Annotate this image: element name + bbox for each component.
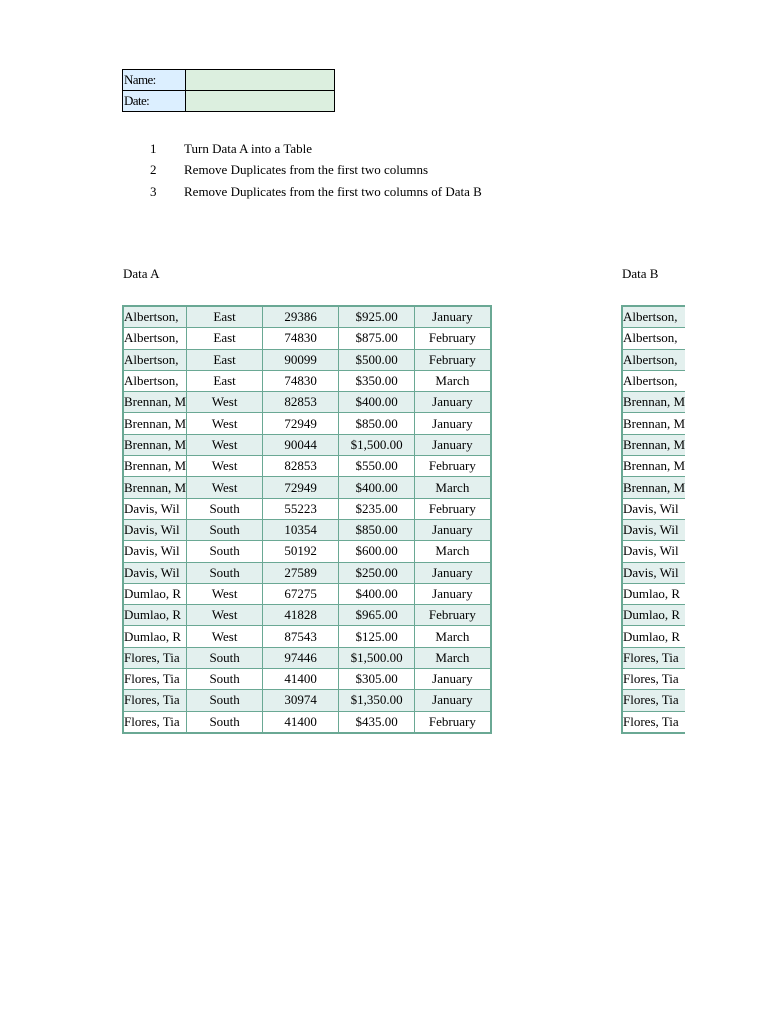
region-cell[interactable]: South	[187, 519, 263, 540]
month-cell[interactable]: January	[415, 583, 491, 604]
table-row	[123, 328, 491, 349]
id-cell[interactable]: 27589	[263, 562, 339, 583]
amount-cell[interactable]: $235.00	[339, 498, 415, 519]
name-cell[interactable]: Flores, Tia	[622, 711, 685, 733]
region-cell[interactable]: South	[187, 711, 263, 733]
region-cell[interactable]: East	[187, 328, 263, 349]
table-row	[622, 392, 685, 413]
amount-cell[interactable]: $925.00	[339, 306, 415, 328]
month-cell[interactable]: January	[415, 306, 491, 328]
month-cell[interactable]: January	[415, 434, 491, 455]
date-row	[123, 91, 335, 112]
instruction-item	[150, 138, 482, 160]
name-cell[interactable]: Dumlao, R	[123, 605, 187, 626]
region-cell[interactable]: East	[187, 349, 263, 370]
instruction-number: 2	[150, 162, 157, 178]
amount-cell[interactable]: $125.00	[339, 626, 415, 647]
name-cell[interactable]: Brennan, M	[622, 392, 685, 413]
table-row	[622, 456, 685, 477]
name-cell[interactable]: Brennan, M	[622, 413, 685, 434]
region-cell[interactable]: South	[187, 562, 263, 583]
data-b-caption: Data B	[622, 266, 659, 281]
name-cell[interactable]: Davis, Wil	[123, 562, 187, 583]
name-cell[interactable]: Brennan, M	[123, 434, 187, 455]
month-cell[interactable]: February	[415, 456, 491, 477]
month-cell[interactable]: March	[415, 647, 491, 668]
month-cell[interactable]: March	[415, 626, 491, 647]
name-cell[interactable]: Albertson,	[622, 370, 685, 391]
amount-cell[interactable]: $400.00	[339, 477, 415, 498]
region-cell[interactable]: East	[187, 306, 263, 328]
name-cell[interactable]: Davis, Wil	[622, 562, 685, 583]
region-cell[interactable]: West	[187, 456, 263, 477]
table-row	[123, 370, 491, 391]
date-field[interactable]	[186, 91, 335, 112]
data-b-table	[621, 305, 685, 734]
amount-cell[interactable]: $250.00	[339, 562, 415, 583]
name-cell[interactable]: Flores, Tia	[123, 711, 187, 733]
name-cell[interactable]: Brennan, M	[123, 413, 187, 434]
table-row	[622, 690, 685, 711]
name-cell[interactable]: Brennan, M	[622, 456, 685, 477]
table-row	[622, 605, 685, 626]
month-cell[interactable]: January	[415, 669, 491, 690]
month-cell[interactable]: January	[415, 519, 491, 540]
id-cell[interactable]: 50192	[263, 541, 339, 562]
id-cell[interactable]: 82853	[263, 456, 339, 477]
region-cell[interactable]: South	[187, 498, 263, 519]
region-cell[interactable]: South	[187, 669, 263, 690]
name-cell[interactable]: Davis, Wil	[123, 498, 187, 519]
region-cell[interactable]: South	[187, 647, 263, 668]
name-cell[interactable]: Davis, Wil	[622, 541, 685, 562]
name-cell[interactable]: Dumlao, R	[123, 583, 187, 604]
instructions-list	[150, 138, 482, 203]
name-field[interactable]	[186, 70, 335, 91]
amount-cell[interactable]: $500.00	[339, 349, 415, 370]
table-row	[123, 605, 491, 626]
id-cell[interactable]: 41400	[263, 669, 339, 690]
name-cell[interactable]: Albertson,	[123, 328, 187, 349]
amount-cell[interactable]: $435.00	[339, 711, 415, 733]
table-row	[123, 669, 491, 690]
table-row	[622, 328, 685, 349]
name-cell[interactable]: Brennan, M	[123, 456, 187, 477]
id-cell[interactable]: 41400	[263, 711, 339, 733]
amount-cell[interactable]: $850.00	[339, 519, 415, 540]
region-cell[interactable]: West	[187, 413, 263, 434]
amount-cell[interactable]: $850.00	[339, 413, 415, 434]
id-cell[interactable]: 97446	[263, 647, 339, 668]
table-row	[123, 541, 491, 562]
table-row	[123, 306, 491, 328]
month-cell[interactable]: January	[415, 690, 491, 711]
month-cell[interactable]: February	[415, 498, 491, 519]
table-row	[622, 647, 685, 668]
instruction-item	[150, 181, 482, 203]
table-row	[622, 306, 685, 328]
region-cell[interactable]: West	[187, 392, 263, 413]
table-row	[622, 413, 685, 434]
table-row	[123, 456, 491, 477]
name-cell[interactable]: Brennan, M	[123, 477, 187, 498]
id-cell[interactable]: 10354	[263, 519, 339, 540]
id-cell[interactable]: 72949	[263, 477, 339, 498]
month-cell[interactable]: February	[415, 349, 491, 370]
table-row	[123, 434, 491, 455]
amount-cell[interactable]: $400.00	[339, 583, 415, 604]
name-cell[interactable]: Brennan, M	[622, 434, 685, 455]
table-row	[123, 519, 491, 540]
header-box	[122, 69, 335, 112]
table-row	[123, 413, 491, 434]
id-cell[interactable]: 87543	[263, 626, 339, 647]
amount-cell[interactable]: $350.00	[339, 370, 415, 391]
table-row	[622, 669, 685, 690]
table-row	[622, 349, 685, 370]
month-cell[interactable]: February	[415, 711, 491, 733]
id-cell[interactable]: 55223	[263, 498, 339, 519]
id-cell[interactable]: 82853	[263, 392, 339, 413]
instruction-text: Turn Data A into a Table	[184, 140, 313, 156]
amount-cell[interactable]: $1,350.00	[339, 690, 415, 711]
name-cell[interactable]: Dumlao, R	[123, 626, 187, 647]
name-cell[interactable]: Albertson,	[123, 306, 187, 328]
table-row	[123, 711, 491, 733]
instruction-text: Remove Duplicates from the first two columns	[184, 162, 429, 178]
table-row	[622, 626, 685, 647]
table-row	[123, 690, 491, 711]
instruction-number: 3	[150, 183, 157, 199]
month-cell[interactable]: March	[415, 477, 491, 498]
name-cell[interactable]: Dumlao, R	[622, 626, 685, 647]
name-cell[interactable]: Albertson,	[123, 349, 187, 370]
amount-cell[interactable]: $600.00	[339, 541, 415, 562]
name-cell[interactable]: Flores, Tia	[123, 647, 187, 668]
name-cell[interactable]: Flores, Tia	[622, 690, 685, 711]
region-cell[interactable]: South	[187, 541, 263, 562]
name-cell[interactable]: Flores, Tia	[622, 669, 685, 690]
id-cell[interactable]: 74830	[263, 328, 339, 349]
month-cell[interactable]: January	[415, 413, 491, 434]
name-cell[interactable]: Brennan, M	[622, 477, 685, 498]
table-row	[622, 477, 685, 498]
table-row	[123, 498, 491, 519]
table-row	[622, 583, 685, 604]
region-cell[interactable]: West	[187, 434, 263, 455]
id-cell[interactable]: 30974	[263, 690, 339, 711]
name-cell[interactable]: Dumlao, R	[622, 583, 685, 604]
id-cell[interactable]: 90044	[263, 434, 339, 455]
amount-cell[interactable]: $1,500.00	[339, 434, 415, 455]
month-cell[interactable]: January	[415, 392, 491, 413]
region-cell[interactable]: West	[187, 626, 263, 647]
id-cell[interactable]: 72949	[263, 413, 339, 434]
region-cell[interactable]: West	[187, 583, 263, 604]
region-cell[interactable]: West	[187, 477, 263, 498]
name-label: Name:	[123, 70, 186, 91]
amount-cell[interactable]: $965.00	[339, 605, 415, 626]
table-row	[123, 626, 491, 647]
name-cell[interactable]: Flores, Tia	[123, 690, 187, 711]
month-cell[interactable]: February	[415, 328, 491, 349]
month-cell[interactable]: March	[415, 541, 491, 562]
region-cell[interactable]: West	[187, 605, 263, 626]
id-cell[interactable]: 41828	[263, 605, 339, 626]
table-row	[123, 562, 491, 583]
table-row	[622, 562, 685, 583]
amount-cell[interactable]: $305.00	[339, 669, 415, 690]
id-cell[interactable]: 29386	[263, 306, 339, 328]
table-row	[622, 434, 685, 455]
table-row	[123, 477, 491, 498]
data-a-table	[122, 305, 492, 734]
amount-cell[interactable]: $550.00	[339, 456, 415, 477]
table-row	[622, 541, 685, 562]
amount-cell[interactable]: $400.00	[339, 392, 415, 413]
name-cell[interactable]: Davis, Wil	[123, 541, 187, 562]
id-cell[interactable]: 67275	[263, 583, 339, 604]
date-label: Date:	[123, 91, 186, 112]
table-row	[123, 647, 491, 668]
region-cell[interactable]: South	[187, 690, 263, 711]
name-cell[interactable]: Albertson,	[622, 328, 685, 349]
instruction-number: 1	[150, 140, 157, 156]
instruction-item	[150, 160, 482, 182]
name-cell[interactable]: Albertson,	[622, 306, 685, 328]
table-row	[123, 392, 491, 413]
table-row	[622, 711, 685, 733]
name-cell[interactable]: Flores, Tia	[123, 669, 187, 690]
month-cell[interactable]: February	[415, 605, 491, 626]
name-cell[interactable]: Davis, Wil	[622, 519, 685, 540]
name-row	[123, 70, 335, 91]
name-cell[interactable]: Albertson,	[622, 349, 685, 370]
amount-cell[interactable]: $875.00	[339, 328, 415, 349]
id-cell[interactable]: 90099	[263, 349, 339, 370]
data-a-caption: Data A	[123, 266, 160, 281]
table-row	[123, 349, 491, 370]
id-cell[interactable]: 74830	[263, 370, 339, 391]
table-row	[123, 583, 491, 604]
name-cell[interactable]: Dumlao, R	[622, 605, 685, 626]
instruction-text: Remove Duplicates from the first two columns of Data B	[184, 183, 482, 199]
month-cell[interactable]: March	[415, 370, 491, 391]
region-cell[interactable]: East	[187, 370, 263, 391]
amount-cell[interactable]: $1,500.00	[339, 647, 415, 668]
name-cell[interactable]: Davis, Wil	[123, 519, 187, 540]
name-cell[interactable]: Brennan, M	[123, 392, 187, 413]
month-cell[interactable]: January	[415, 562, 491, 583]
name-cell[interactable]: Davis, Wil	[622, 498, 685, 519]
table-row	[622, 519, 685, 540]
name-cell[interactable]: Flores, Tia	[622, 647, 685, 668]
name-cell[interactable]: Albertson,	[123, 370, 187, 391]
table-row	[622, 498, 685, 519]
table-row	[622, 370, 685, 391]
